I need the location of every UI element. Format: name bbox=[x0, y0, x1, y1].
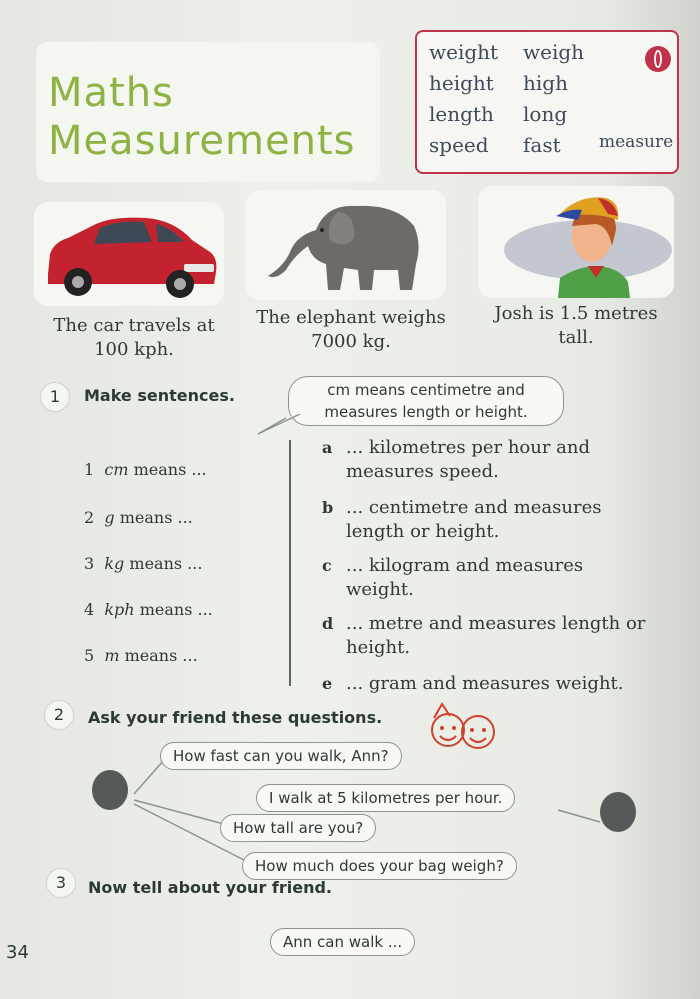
elephant-caption: The elephant weighs 7000 kg. bbox=[256, 307, 446, 352]
vocab-adjective: long bbox=[523, 102, 568, 126]
left-item-1: 1 cm means ... bbox=[84, 460, 207, 479]
boy-caption: Josh is 1.5 metres tall. bbox=[494, 303, 658, 348]
right-item-b: b ... centimetre and measures length or height. bbox=[322, 497, 602, 542]
elephant-icon bbox=[246, 190, 446, 300]
example-bubble: Ann can walk ... bbox=[270, 928, 415, 956]
right-item-d: d ... metre and measures length or height. bbox=[322, 613, 646, 658]
globe-icon bbox=[645, 46, 671, 72]
vocabulary-box bbox=[415, 30, 679, 174]
vocab-adjective: fast bbox=[523, 133, 561, 157]
exercise-2-instruction: Ask your friend these questions. bbox=[88, 708, 383, 727]
left-item-2: 2 g means ... bbox=[84, 508, 193, 527]
vocab-noun: weight bbox=[429, 40, 499, 64]
left-item-5: 5 m means ... bbox=[84, 646, 198, 665]
exercise-number-3: 3 bbox=[46, 868, 76, 898]
vocabulary-grid bbox=[429, 38, 603, 160]
right-item-a: a ... kilometres per hour and measures speed. bbox=[322, 437, 591, 482]
exercise-1-instruction: Make sentences. bbox=[84, 386, 235, 405]
boy-icon bbox=[478, 186, 674, 298]
question-bubble-2: How tall are you? bbox=[220, 814, 376, 842]
vocab-extra: measure bbox=[599, 132, 674, 152]
exercise-number-1: 1 bbox=[40, 382, 70, 412]
page-number: 34 bbox=[6, 942, 29, 963]
vocab-verb: weigh bbox=[523, 40, 585, 64]
silhouette-boy-icon bbox=[600, 792, 636, 832]
right-item-c: c ... kilogram and measures weight. bbox=[322, 555, 584, 600]
exercise-3-instruction: Now tell about your friend. bbox=[88, 878, 333, 897]
page-title-line1: Maths bbox=[48, 70, 174, 116]
hint-speech-bubble: cm means centimetre and measures length or height. bbox=[288, 376, 564, 426]
boy-picture bbox=[478, 186, 674, 298]
right-item-e: e ... gram and measures weight. bbox=[322, 673, 624, 694]
vocab-adjective: high bbox=[523, 71, 568, 95]
car-caption: The car travels at 100 kph. bbox=[53, 315, 215, 360]
question-bubble-1: How fast can you walk, Ann? bbox=[160, 742, 402, 770]
vocab-noun: length bbox=[429, 102, 494, 126]
left-item-3: 3 kg means ... bbox=[84, 554, 203, 573]
question-bubble-3: How much does your bag weigh? bbox=[242, 852, 517, 880]
page-title-line2: Measurements bbox=[48, 118, 356, 164]
left-item-4: 4 kph means ... bbox=[84, 600, 213, 619]
silhouette-girl-icon bbox=[92, 770, 128, 810]
vocab-noun: speed bbox=[429, 133, 489, 157]
column-divider bbox=[289, 440, 291, 686]
speech-bubble-tail bbox=[256, 414, 306, 436]
car-picture bbox=[34, 202, 224, 306]
elephant-picture bbox=[246, 190, 446, 300]
answer-bubble-1: I walk at 5 kilometres per hour. bbox=[256, 784, 515, 812]
car-icon bbox=[34, 202, 224, 306]
vocab-noun: height bbox=[429, 71, 494, 95]
exercise-number-2: 2 bbox=[44, 700, 74, 730]
